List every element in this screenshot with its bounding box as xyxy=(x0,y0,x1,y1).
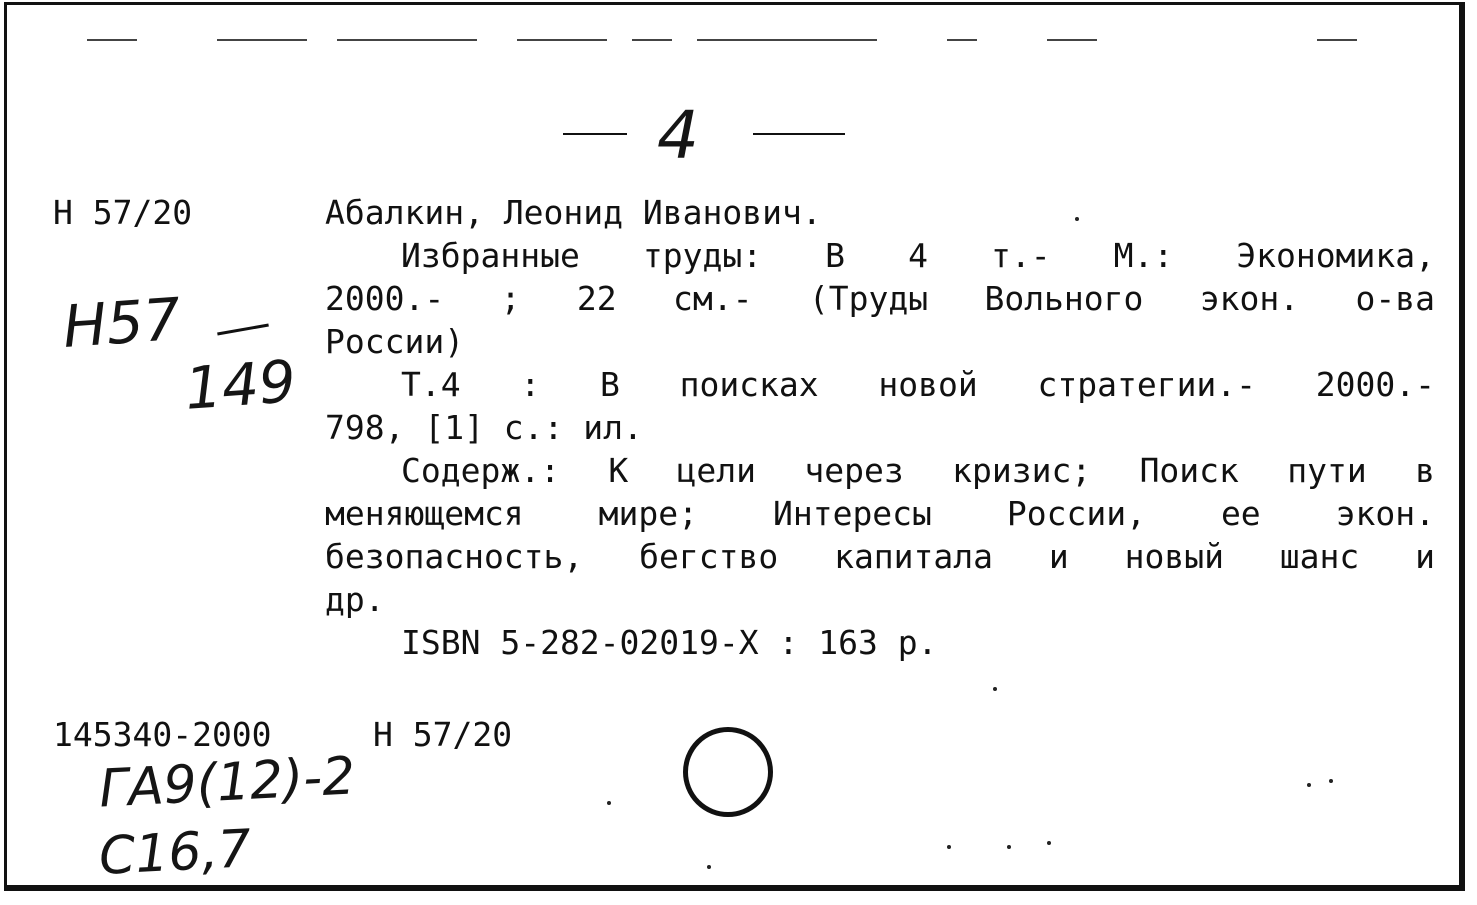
scan-speck xyxy=(993,687,997,691)
scan-speck xyxy=(1007,845,1011,849)
handwritten-shelf-mark-line1: Н57 xyxy=(60,284,183,362)
scan-speck xyxy=(707,865,711,869)
scan-artifact-line xyxy=(87,39,137,41)
footer-call-number: Н 57/20 xyxy=(373,715,513,754)
scan-speck xyxy=(1329,779,1333,783)
page-number: 4 xyxy=(657,97,699,174)
handwritten-code: С16,7 xyxy=(97,819,253,887)
pagination-line: 798, [1] с.: ил. xyxy=(325,408,643,447)
handwritten-shelf-mark-line2: 149 xyxy=(182,347,298,423)
scan-speck xyxy=(1075,217,1079,221)
scan-speck xyxy=(947,845,951,849)
scan-artifact-line xyxy=(217,39,307,41)
series-line: России) xyxy=(325,322,465,361)
scan-speck xyxy=(1307,783,1311,787)
isbn-line: ISBN 5-282-02019-Х : 163 р. xyxy=(401,623,938,662)
inventory-number: 145340-2000 xyxy=(53,715,272,754)
contents-line: меняющемся мире; Интересы России, ее экон. xyxy=(325,494,1435,533)
page-number-dash-right xyxy=(753,133,845,135)
imprint-line: 2000.- ; 22 см.- (Труды Вольного экон. о-ва xyxy=(325,279,1435,318)
bibliographic-entry xyxy=(325,191,1435,664)
shelf-mark-fraction-bar xyxy=(217,324,269,336)
scan-artifact-line xyxy=(1317,39,1357,41)
title-line: Избранные труды: В 4 т.- М.: Экономика, xyxy=(401,236,1435,275)
scan-artifact-line xyxy=(697,39,877,41)
scan-speck xyxy=(1047,841,1051,845)
handwritten-classification: ГА9(12)-2 xyxy=(97,746,357,820)
volume-line: Т.4 : В поисках новой стратегии.- 2000.- xyxy=(401,365,1435,404)
scan-artifact-line xyxy=(517,39,607,41)
contents-line: безопасность, бегство капитала и новый шанс и xyxy=(325,537,1435,576)
call-number: Н 57/20 xyxy=(53,193,193,232)
contents-line: др. xyxy=(325,580,385,619)
scan-speck xyxy=(607,801,611,805)
scan-artifact-line xyxy=(1047,39,1097,41)
scan-artifact-line xyxy=(947,39,977,41)
stamp-circle xyxy=(683,727,773,817)
page-number-dash-left xyxy=(563,133,627,135)
contents-line: Содерж.: К цели через кризис; Поиск пути в xyxy=(401,451,1435,490)
catalog-card xyxy=(4,2,1465,891)
scan-artifact-line xyxy=(632,39,672,41)
author-heading: Абалкин, Леонид Иванович. xyxy=(325,193,822,232)
scan-artifact-line xyxy=(337,39,477,41)
